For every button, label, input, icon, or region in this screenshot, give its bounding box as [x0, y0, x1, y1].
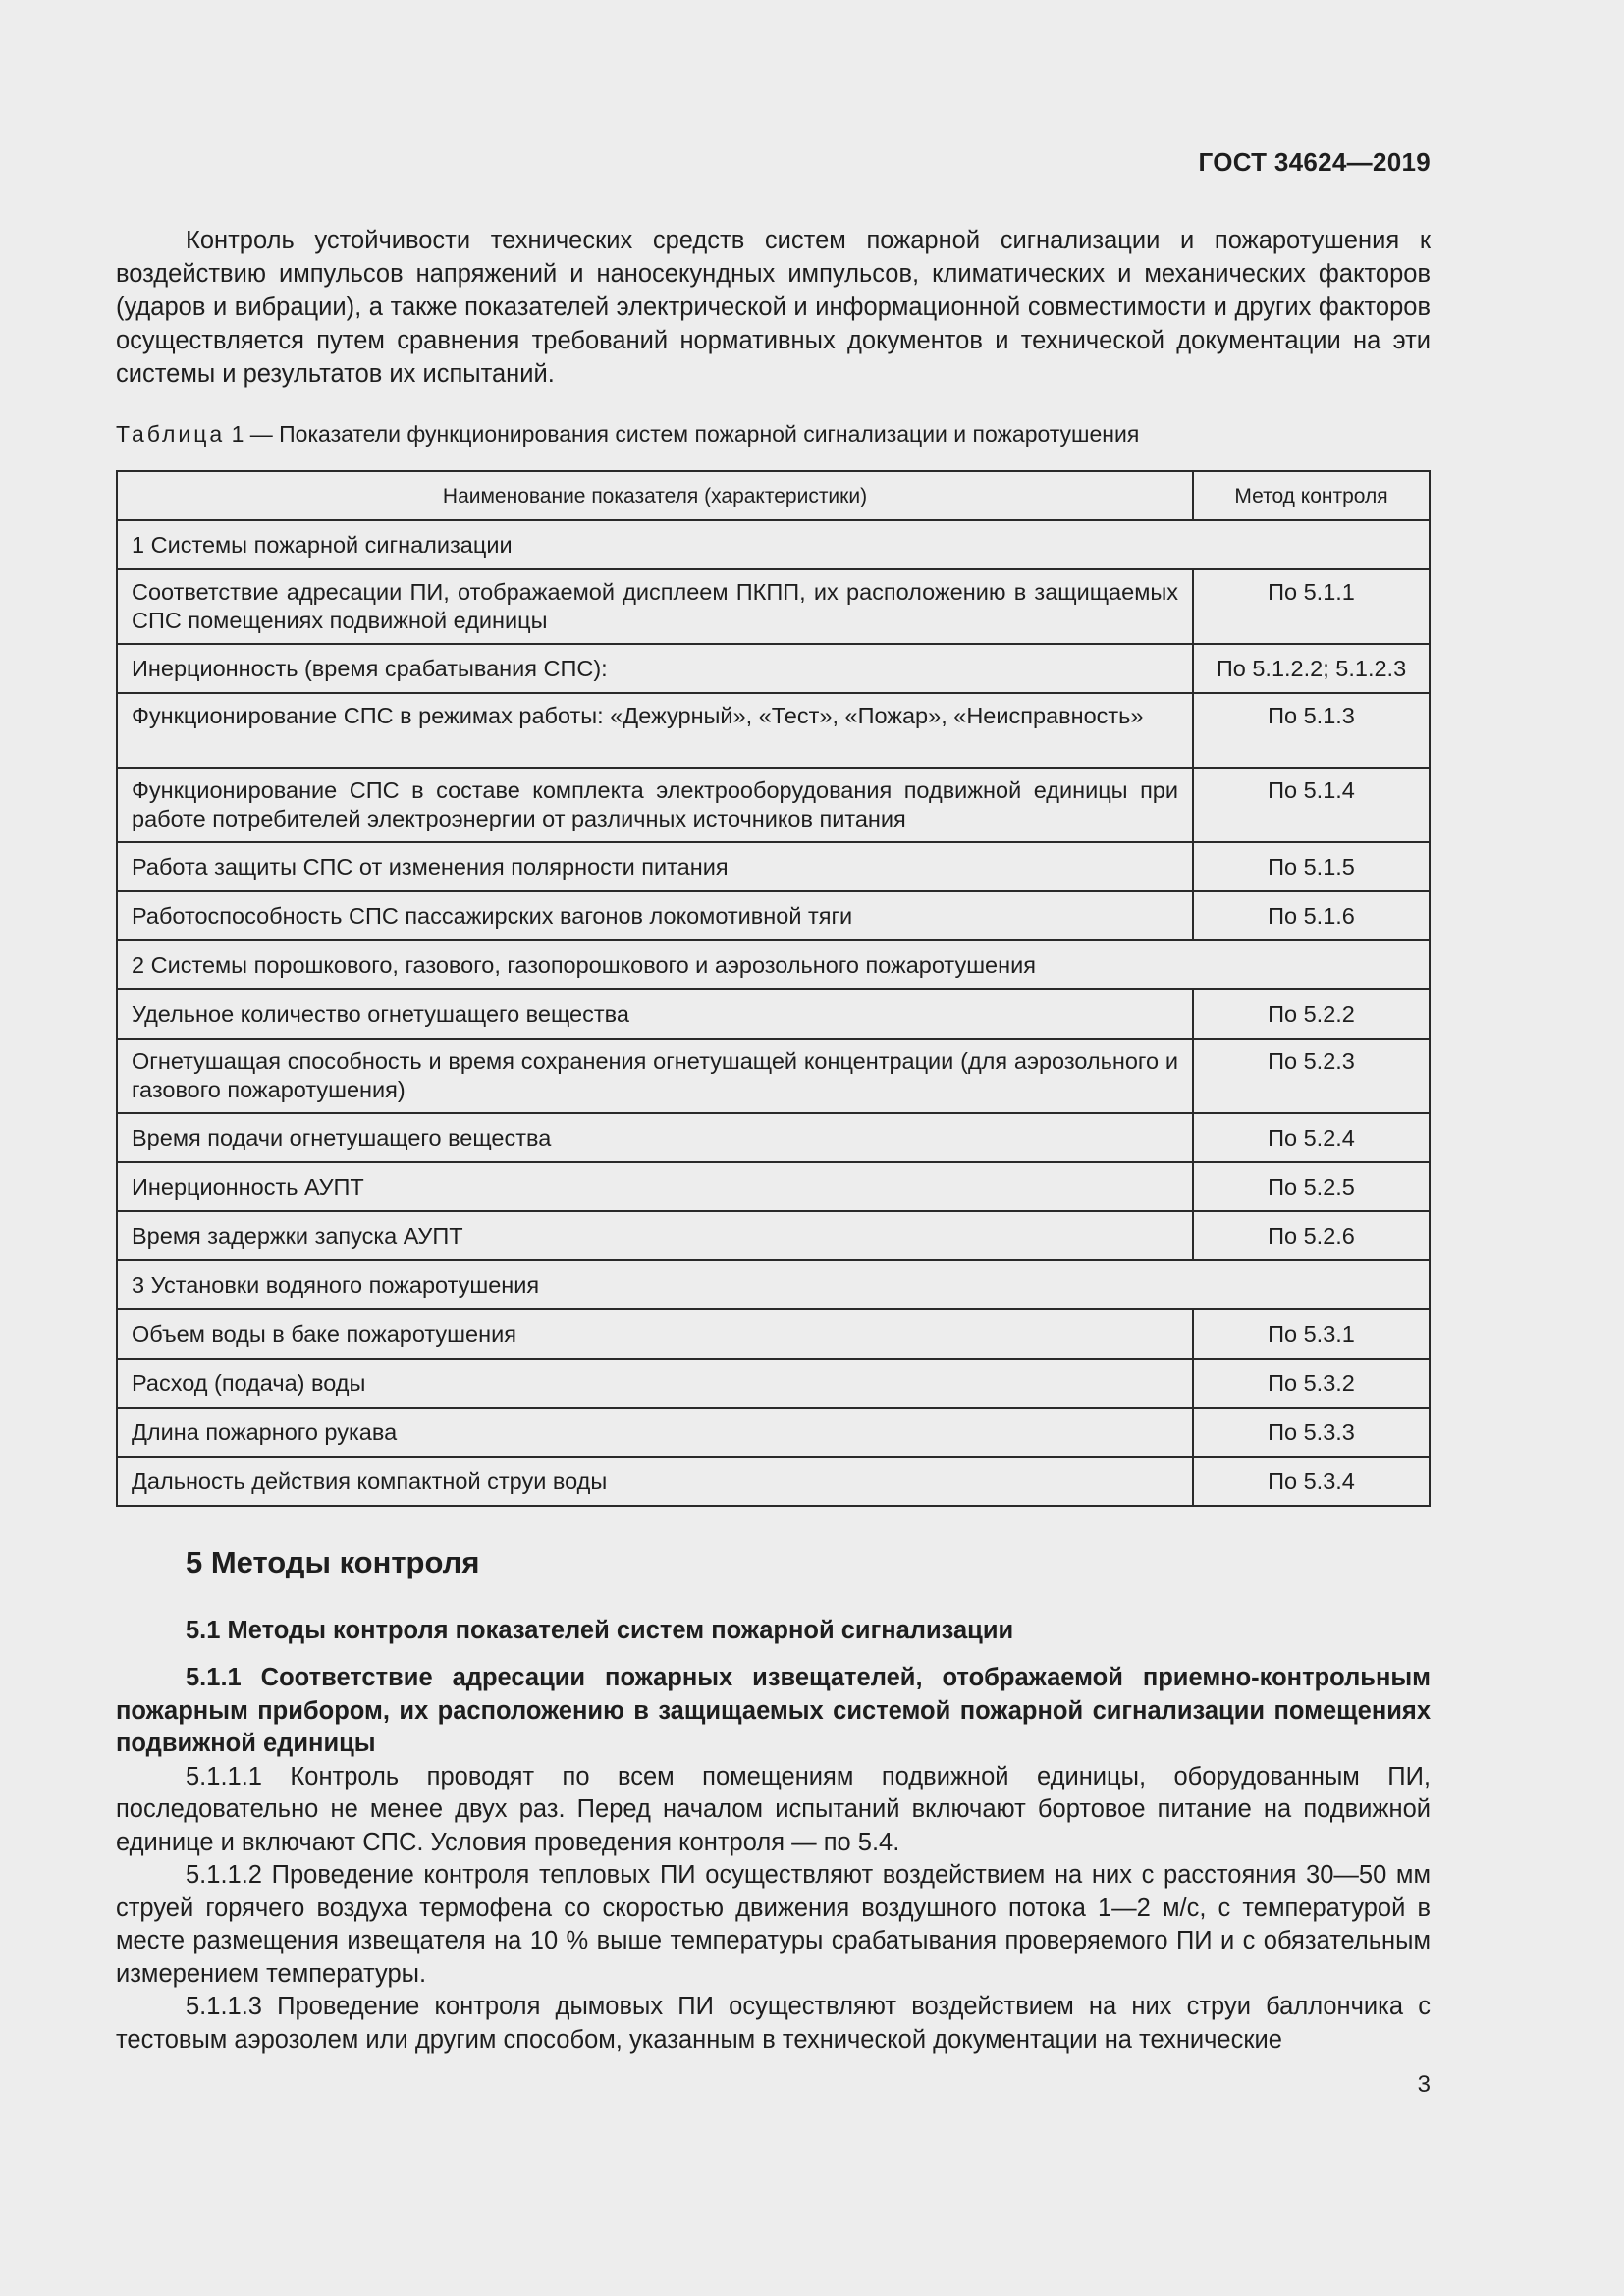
method-cell: По 5.1.1: [1193, 569, 1430, 644]
paragraph: 5.1.1.1 Контроль проводят по всем помещениям подвижной единицы, оборудованным ПИ, последовательно не менее двух раз. Перед началом испытаний включают бортовое питание на подвижной единице и включают СПС. Условия проведения контроля — по 5.4.: [116, 1762, 1431, 1856]
section-cell: 1 Системы пожарной сигнализации: [117, 520, 1430, 569]
table-row: [117, 891, 1430, 940]
table-caption-text: 1 — Показатели функционирования систем пожарной сигнализации и пожаротушения: [231, 421, 1140, 447]
page-number: 3: [1417, 2071, 1431, 2098]
method-cell: По 5.3.4: [1193, 1457, 1430, 1506]
method-cell: По 5.2.5: [1193, 1162, 1430, 1211]
document-page: [116, 0, 1431, 2296]
header-name: Наименование показателя (характеристики): [117, 471, 1193, 520]
method-cell: По 5.2.4: [1193, 1113, 1430, 1162]
section-cell: 3 Установки водяного пожаротушения: [117, 1260, 1430, 1309]
table-row: [117, 1309, 1430, 1359]
table-body: [117, 520, 1430, 1506]
table-row: [117, 644, 1430, 693]
subsection-heading: 5.1 Методы контроля показателей систем пожарной сигнализации: [186, 1617, 1014, 1644]
table-section-row: [117, 520, 1430, 569]
indicator-name-cell: Огнетушащая способность и время сохранения огнетушащей концентрации (для аэрозольного и газового пожаротушения): [117, 1039, 1193, 1113]
table-row: [117, 569, 1430, 644]
table-row: [117, 1162, 1430, 1211]
paragraph: 5.1.1.2 Проведение контроля тепловых ПИ осуществляют воздействием на них с расстояния 30—50 мм струей горячего воздуха термофена со скоростью движения воздушного потока 1—2 м/с, с температурой в месте размещения извещателя на 10 % выше температуры срабатывания проверяемого ПИ и с обязательным измерением температуры.: [116, 1861, 1431, 1988]
table-row: [117, 693, 1430, 768]
table-row: [117, 1113, 1430, 1162]
table-row: [117, 768, 1430, 842]
indicators-table: [116, 470, 1431, 1507]
indicator-name-cell: Длина пожарного рукава: [117, 1408, 1193, 1457]
indicator-name-cell: Функционирование СПС в составе комплекта электрооборудования подвижной единицы при работе потребителей электроэнергии от различных источников питания: [117, 768, 1193, 842]
method-cell: По 5.1.2.2; 5.1.2.3: [1193, 644, 1430, 693]
indicator-name-cell: Объем воды в баке пожаротушения: [117, 1309, 1193, 1359]
method-cell: По 5.3.2: [1193, 1359, 1430, 1408]
paragraph: 5.1.1.3 Проведение контроля дымовых ПИ осуществляют воздействием на них струи баллончика с тестовым аэрозолем или другим способом, указанным в технической документации на технические: [116, 1993, 1431, 2054]
method-cell: По 5.1.6: [1193, 891, 1430, 940]
section-heading: 5 Методы контроля: [186, 1545, 480, 1579]
table-row: [117, 1039, 1430, 1113]
clause-heading: 5.1.1 Соответствие адресации пожарных извещателей, отображаемой приемно-контрольным пожарным прибором, их расположению в защищаемых системой пожарной сигнализации помещениях подвижной единицы: [116, 1664, 1431, 1757]
table-row: [117, 1408, 1430, 1457]
table-row: [117, 989, 1430, 1039]
method-cell: По 5.1.4: [1193, 768, 1430, 842]
indicator-name-cell: Инерционность АУПТ: [117, 1162, 1193, 1211]
table-row: [117, 1457, 1430, 1506]
document-header: ГОСТ 34624—2019: [1198, 147, 1431, 177]
method-cell: По 5.2.6: [1193, 1211, 1430, 1260]
indicator-name-cell: Функционирование СПС в режимах работы: «Дежурный», «Тест», «Пожар», «Неисправность»: [117, 693, 1193, 768]
method-cell: По 5.3.3: [1193, 1408, 1430, 1457]
method-cell: По 5.1.3: [1193, 693, 1430, 768]
table-row: [117, 1359, 1430, 1408]
indicator-name-cell: Удельное количество огнетушащего вещества: [117, 989, 1193, 1039]
method-cell: По 5.3.1: [1193, 1309, 1430, 1359]
table-caption-label: Таблица: [116, 421, 226, 447]
table-header-row: [117, 471, 1430, 520]
header-method: Метод контроля: [1193, 471, 1430, 520]
intro-paragraph: Контроль устойчивости технических средств систем пожарной сигнализации и пожаротушения к воздействию импульсов напряжений и наносекундных импульсов, климатических и механических факторов (ударов и вибрации), а также показателей электрической и информационной совместимости и других факторов осуществляется путем сравнения требований нормативных документов и технической документации на эти системы и результатов их испытаний.: [116, 227, 1431, 388]
table-row: [117, 842, 1430, 891]
method-cell: По 5.2.2: [1193, 989, 1430, 1039]
section-cell: 2 Системы порошкового, газового, газопорошкового и аэрозольного пожаротушения: [117, 940, 1430, 989]
indicator-name-cell: Расход (подача) воды: [117, 1359, 1193, 1408]
table-caption: [116, 421, 1139, 448]
indicator-name-cell: Работоспособность СПС пассажирских вагонов локомотивной тяги: [117, 891, 1193, 940]
table-section-row: [117, 1260, 1430, 1309]
table-section-row: [117, 940, 1430, 989]
method-cell: По 5.2.3: [1193, 1039, 1430, 1113]
indicator-name-cell: Дальность действия компактной струи воды: [117, 1457, 1193, 1506]
indicator-name-cell: Время подачи огнетушащего вещества: [117, 1113, 1193, 1162]
section-body: [116, 1662, 1431, 2056]
method-cell: По 5.1.5: [1193, 842, 1430, 891]
indicator-name-cell: Работа защиты СПС от изменения полярности питания: [117, 842, 1193, 891]
indicator-name-cell: Соответствие адресации ПИ, отображаемой дисплеем ПКПП, их расположению в защищаемых СПС помещениях подвижной единицы: [117, 569, 1193, 644]
indicator-name-cell: Время задержки запуска АУПТ: [117, 1211, 1193, 1260]
indicator-name-cell: Инерционность (время срабатывания СПС):: [117, 644, 1193, 693]
table-row: [117, 1211, 1430, 1260]
